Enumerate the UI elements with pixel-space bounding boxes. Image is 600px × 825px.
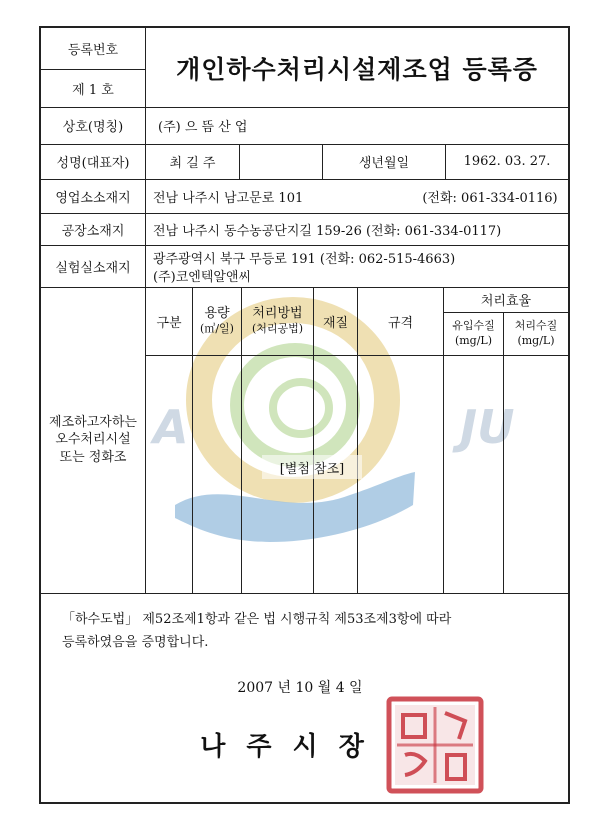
company-label: 상호(명칭) bbox=[62, 120, 124, 135]
column-header-inflow bbox=[444, 312, 503, 355]
column-header-category: 구분 bbox=[156, 315, 182, 331]
lab-address-line1: 광주광역시 북구 무등로 191 (전화: 062-515-4663) bbox=[153, 251, 456, 267]
facility-label-line2: 오수처리시설 bbox=[55, 432, 131, 448]
birth-date-label: 생년월일 bbox=[358, 156, 410, 171]
column-header-spec: 규격 bbox=[387, 315, 414, 331]
issue-date: 2007 년 10 월 4 일 bbox=[237, 680, 363, 696]
column-header-capacity bbox=[193, 287, 241, 355]
watermark-letters-right: JU bbox=[460, 400, 515, 454]
column-header-method bbox=[242, 287, 313, 355]
facility-label-line1: 제조하고자하는 bbox=[49, 414, 137, 430]
birth-date-value: 1962. 03. 27. bbox=[463, 154, 551, 169]
official-seal bbox=[385, 695, 485, 795]
grid-line bbox=[39, 593, 570, 594]
business-phone: (전화: 061-334-0116) bbox=[422, 190, 558, 206]
business-address-value: 전남 나주시 남고문로 101 bbox=[153, 190, 304, 206]
certification-text-line1: 「하수도법」 제52조제1항과 같은 법 시행규칙 제53조제3항에 따라 bbox=[62, 611, 452, 627]
representative-label: 성명(대표자) bbox=[56, 156, 130, 171]
outflow-header-unit: (mg/L) bbox=[517, 333, 555, 347]
method-header-line1: 처리방법 bbox=[252, 305, 303, 321]
factory-address-value: 전남 나주시 동수농공단지길 159-26 (전화: 061-334-0117) bbox=[153, 223, 502, 239]
inflow-header-unit: (mg/L) bbox=[454, 333, 493, 347]
column-header-outflow bbox=[504, 312, 568, 355]
method-header-line2: (처리공법) bbox=[251, 322, 304, 336]
issuer-name: 나 주 시 장 bbox=[200, 731, 370, 762]
outflow-header-line1: 처리수질 bbox=[514, 318, 558, 332]
business-address-label: 영업소소재지 bbox=[55, 190, 131, 206]
capacity-header-line1: 용량 bbox=[204, 305, 230, 321]
capacity-header-unit: (㎥/일) bbox=[200, 322, 234, 336]
inflow-header-line1: 유입수질 bbox=[452, 318, 495, 332]
lab-address-line2: (주)코엔텍알앤씨 bbox=[153, 269, 252, 285]
watermark-letters-left: A bbox=[153, 400, 189, 454]
attachment-note: [별첨 참조] bbox=[262, 455, 362, 479]
registration-number-value: 제 1 호 bbox=[72, 82, 114, 98]
certification-text-line2: 등록하였음을 증명합니다. bbox=[62, 634, 209, 650]
lab-address-label: 실험실소재지 bbox=[55, 260, 131, 276]
factory-address-label: 공장소재지 bbox=[61, 223, 125, 239]
facility-section-label bbox=[41, 287, 145, 593]
registration-number-label: 등록번호 bbox=[67, 43, 119, 58]
column-header-material: 재질 bbox=[322, 315, 349, 331]
grid-line bbox=[239, 144, 240, 179]
facility-label-line3: 또는 정화조 bbox=[59, 449, 127, 465]
document-title: 개인하수처리시설제조업 등록증 bbox=[176, 54, 538, 84]
company-name: (주) 으 뜸 산 업 bbox=[158, 120, 248, 135]
representative-name: 최 길 주 bbox=[169, 156, 216, 171]
column-header-efficiency: 처리효율 bbox=[480, 294, 532, 309]
